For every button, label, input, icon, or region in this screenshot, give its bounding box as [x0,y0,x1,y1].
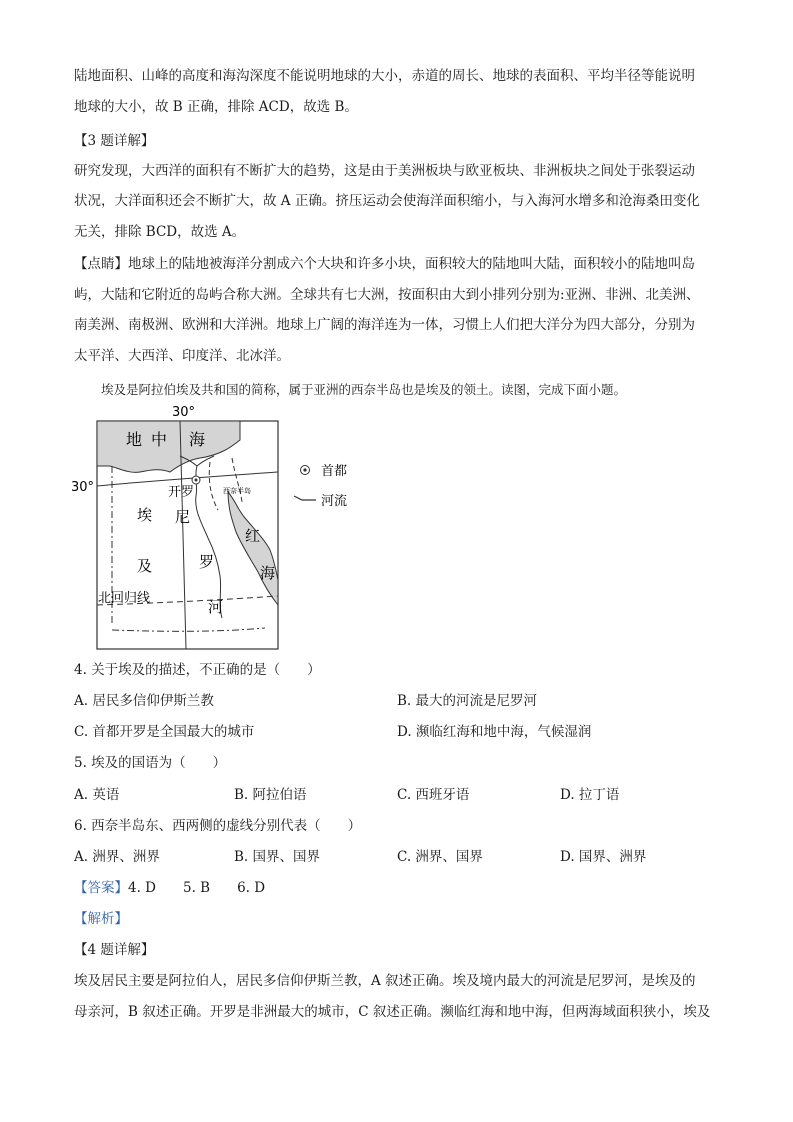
para4-line1: 埃及居民主要是阿拉伯人，居民多信仰伊斯兰教，A 叙述正确。埃及境内最大的河流是尼罗河，是埃及的 [74,973,696,989]
capital-marker-dot [195,479,198,482]
sea-char-1: 地 [126,430,143,449]
legend-river-label: 河流 [321,494,348,509]
legend-capital-dot [303,468,306,471]
q5-option-c[interactable]: C. 西班牙语 [397,787,470,803]
river-char-2: 罗 [199,553,215,571]
para1-line2: 地球的大小，故 B 正确，排除 ACD，故选 B。 [74,99,358,115]
q5-option-d[interactable]: D. 拉丁语 [560,787,620,803]
q6-option-a[interactable]: A. 洲界、洲界 [74,849,160,865]
q6-option-c[interactable]: C. 洲界、国界 [397,849,483,865]
para3-line3: 无关，排除 BCD，故选 A。 [74,224,246,240]
answer-text: 4. D 5. B 6. D [128,880,266,896]
red-sea-char-2: 海 [260,564,276,582]
sea-char-2: 中 [151,430,168,449]
para3-line1: 研究发现，大西洋的面积有不断扩大的趋势，这是由于美洲板块与欧亚板块、非洲板块之间处于张裂运动 [74,163,695,179]
q6-option-b[interactable]: B. 国界、国界 [234,849,321,865]
dianjing-line4: 太平洋、大西洋、印度洋、北冰洋。 [74,348,290,364]
answer-label: 【答案】 [74,880,128,896]
q5-option-a[interactable]: A. 英语 [74,787,120,803]
river-char-3: 河 [208,598,224,616]
sinai-east-dashed [232,458,242,502]
red-sea [228,492,278,605]
q5-option-b[interactable]: B. 阿拉伯语 [234,787,307,803]
legend-river-icon [294,496,316,500]
legend-capital-label: 首都 [321,464,348,479]
egypt-map [60,400,360,655]
intro-text: 埃及是阿拉伯埃及共和国的简称，属于亚洲的西奈半岛也是埃及的领土。读图，完成下面小题。 [101,382,627,397]
egypt-south-border [112,628,265,631]
para3-line2: 状况，大洋面积还会不断扩大，故 A 正确。挤压运动会使海洋面积缩小，与入海河水增多和沧海桑田变化 [74,193,700,209]
peninsula-label: 西奈半岛 [223,487,251,495]
country-char-2: 及 [137,557,153,575]
river-char-1: 尼 [175,508,191,526]
dianjing-line2: 屿，大陆和它附近的岛屿合称大洲。全球共有七大洲，按面积由大到小排列分别为:亚洲、非洲、北美洲、 [74,287,700,303]
nile-river [196,466,222,618]
para4-line2: 母亲河，B 叙述正确。开罗是非洲最大的城市，C 叙述正确。濒临红海和地中海，但两海域面积狭小，埃及 [74,1004,711,1020]
q4-heading: 【4 题详解】 [74,942,155,958]
dianjing-label: 【点睛】 [74,256,128,272]
mediterranean-sea [97,421,240,472]
q6-stem: 6. 西奈半岛东、西两侧的虚线分别代表（ ） [74,818,362,834]
sinai-west-dashed [209,462,218,510]
q3-heading: 【3 题详解】 [74,133,155,149]
tropic-label: 北回归线 [98,591,151,606]
sea-char-3: 海 [189,430,206,449]
capital-label: 开罗 [168,485,195,500]
analysis-label: 【解析】 [74,911,128,927]
q6-option-d[interactable]: D. 国界、洲界 [560,849,647,865]
dianjing-line3: 南美洲、南极洲、欧洲和大洋洲。地球上广阔的海洋连为一体，习惯上人们把大洋分为四大部分，分别为 [74,317,695,333]
dianjing-text: 地球上的陆地被海洋分割成六个大块和许多小块，面积较大的陆地叫大陆，面积较小的陆地叫岛 [128,256,695,272]
red-sea-char-1: 红 [245,527,261,545]
q4-stem: 4. 关于埃及的描述，不正确的是（ ） [74,662,321,678]
parallel-30 [97,472,278,486]
q4-option-c[interactable]: C. 首都开罗是全国最大的城市 [74,724,255,740]
q4-option-b[interactable]: B. 最大的河流是尼罗河 [397,693,538,709]
para1-line1: 陆地面积、山峰的高度和海沟深度不能说明地球的大小，赤道的周长、地球的表面积、平均半径等能说明 [74,68,695,84]
q5-stem: 5. 埃及的国语为（ ） [74,755,227,771]
dianjing-line1 [74,254,695,274]
lat-top-label: 30° [172,405,196,420]
lat-left-label: 30° [71,480,95,495]
q4-option-a[interactable]: A. 居民多信仰伊斯兰教 [74,693,214,709]
country-char-1: 埃 [137,506,153,524]
answer-line [74,878,265,898]
q4-option-d[interactable]: D. 濒临红海和地中海，气候湿润 [397,724,592,740]
